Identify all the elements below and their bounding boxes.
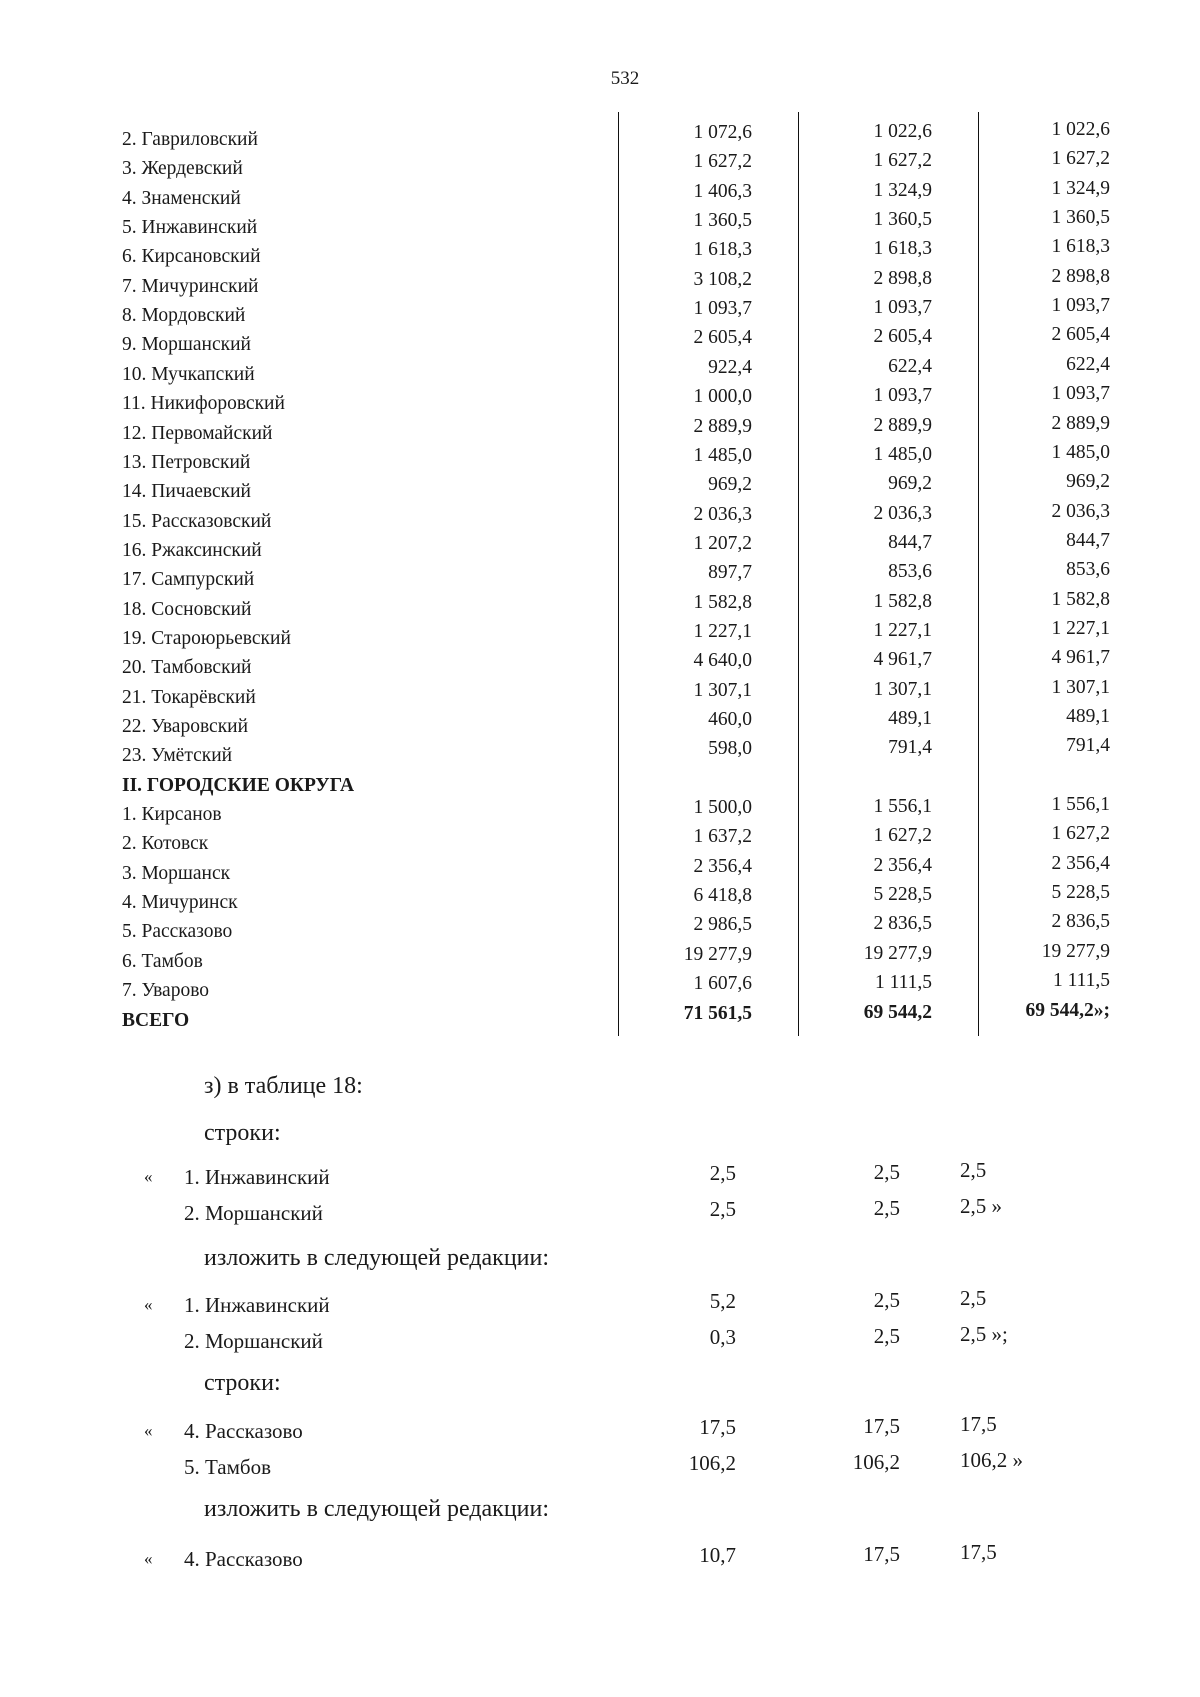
value-cell-1: 922,4 [708,356,752,378]
value-cell-1: 4 640,0 [693,650,752,672]
value-cell-3: 622,4 [1066,353,1110,375]
value-cell-1: 2 036,3 [693,503,752,525]
edit-label: изложить в следующей редакции: [204,1496,550,1522]
value-cell-3: 2,5 [960,1158,987,1182]
row-name: 5. Рассказово [122,921,233,943]
value-cell-2: 69 544,2 [863,1001,932,1023]
value-cell-2: 2,5 [873,1324,900,1348]
value-cell-2: 2 836,5 [873,913,932,935]
value-cell-1: 1 000,0 [693,386,752,408]
value-cell-2: 2,5 [873,1196,900,1220]
value-cell-3: 1 324,9 [1051,177,1110,199]
value-cell-1: 6 418,8 [693,885,752,907]
value-cell-2: 1 627,2 [873,150,932,172]
value-cell-3: 1 627,2 [1051,148,1110,170]
value-cell-3: 853,6 [1066,559,1110,581]
budget-table [0,112,1200,1042]
row-name: 1. Кирсанов [122,804,222,826]
row-name: 7. Мичуринский [122,275,259,297]
value-cell-1: 2,5 [709,1161,736,1185]
value-cell-3: 1 618,3 [1051,236,1110,258]
value-cell-3: 17,5 [960,1540,997,1564]
value-cell-3: 17,5 [960,1412,997,1436]
value-cell-3: 1 093,7 [1051,383,1110,405]
value-cell-1: 1 618,3 [693,239,752,261]
row-name: 2. Котовск [122,833,209,855]
value-cell-1: 19 277,9 [683,943,752,965]
row-name: 1. Инжавинский [184,1165,330,1189]
value-cell-1: 3 108,2 [693,268,752,290]
amendment-row [0,1450,1200,1484]
value-cell-1: 106,2 [688,1451,736,1475]
value-cell-2: 2 889,9 [873,414,932,436]
row-name: 23. Умётский [122,745,233,767]
table-row [0,735,1200,770]
value-cell-3: 1 627,2 [1051,823,1110,845]
value-cell-2: 5 228,5 [873,884,932,906]
value-cell-2: 622,4 [888,355,932,377]
value-cell-2: 1 582,8 [873,590,932,612]
value-cell-1: 1 485,0 [693,444,752,466]
value-cell-3: 106,2 » [960,1448,1023,1472]
value-cell-2: 489,1 [888,708,932,729]
value-cell-1: 1 582,8 [693,591,752,613]
value-cell-1: 1 637,2 [693,826,752,848]
row-name: 14. Пичаевский [122,481,251,503]
value-cell-2: 2,5 [873,1160,900,1184]
value-cell-1: 897,7 [708,562,752,584]
value-cell-2: 1 227,1 [873,619,932,641]
value-cell-2: 1 556,1 [873,796,932,818]
value-cell-2: 2 036,3 [873,502,932,524]
value-cell-2: 1 022,6 [873,121,932,142]
amendment-intro: з) в таблице 18: [204,1073,363,1099]
value-cell-3: 4 961,7 [1051,647,1110,669]
value-cell-3: 1 307,1 [1051,676,1110,698]
value-cell-1: 1 093,7 [693,298,752,320]
value-cell-2: 1 485,0 [873,443,932,465]
row-name: 1. Инжавинский [184,1293,330,1317]
value-cell-1: 969,2 [708,474,752,496]
quote-mark: « [144,1295,153,1314]
value-cell-1: 598,0 [708,738,752,760]
value-cell-3: 1 022,6 [1051,119,1110,140]
lines-label: строки: [204,1370,281,1396]
amendment-row [0,1324,1200,1358]
row-name: 5. Тамбов [184,1455,272,1479]
value-cell-1: 1 072,6 [693,122,752,143]
value-cell-3: 2,5 [960,1286,987,1310]
row-name: ВСЕГО [122,1009,190,1031]
row-name: 2. Моршанский [184,1201,323,1225]
value-cell-3: 5 228,5 [1051,882,1110,904]
value-cell-1: 2 605,4 [693,327,752,349]
quote-mark: « [144,1549,153,1568]
value-cell-1: 0,3 [709,1325,736,1349]
row-name: 6. Тамбов [122,950,203,972]
value-cell-2: 4 961,7 [873,649,932,671]
row-name: 2. Гавриловский [122,129,258,150]
value-cell-2: 1 324,9 [873,179,932,201]
value-cell-3: 1 582,8 [1051,588,1110,610]
value-cell-2: 1 093,7 [873,385,932,407]
value-cell-1: 17,5 [699,1415,736,1439]
value-cell-2: 1 111,5 [874,972,932,994]
row-name: 21. Токарёвский [122,686,256,708]
row-name: 13. Петровский [122,451,251,473]
value-cell-3: 844,7 [1066,529,1110,551]
row-name: 12. Первомайский [122,422,273,444]
value-cell-2: 106,2 [852,1450,900,1474]
row-name: 22. Уваровский [122,716,249,737]
value-cell-1: 1 307,1 [693,679,752,701]
value-cell-3: 1 485,0 [1051,441,1110,463]
row-name: 4. Рассказово [184,1547,303,1571]
value-cell-2: 2 356,4 [873,854,932,876]
value-cell-3: 1 360,5 [1051,207,1110,229]
value-cell-2: 17,5 [863,1542,900,1566]
value-cell-1: 1 627,2 [693,151,752,173]
row-name: 3. Моршанск [122,862,231,884]
value-cell-1: 5,2 [709,1289,736,1313]
lines-label: строки: [204,1120,281,1146]
value-cell-2: 1 360,5 [873,209,932,231]
row-name: 4. Мичуринск [122,892,238,914]
value-cell-2: 1 093,7 [873,297,932,319]
row-name: 8. Мордовский [122,305,246,327]
amendment-row [0,1542,1200,1576]
value-cell-2: 19 277,9 [863,942,932,964]
value-cell-3: 489,1 [1066,706,1110,727]
row-name: 11. Никифоровский [122,393,285,415]
value-cell-2: 1 627,2 [873,825,932,847]
value-cell-3: 1 111,5 [1052,970,1110,992]
row-name: 19. Староюрьевский [122,627,291,649]
value-cell-3: 69 544,2»; [1025,999,1110,1021]
row-name: 5. Инжавинский [122,217,258,239]
total-row [0,999,1200,1035]
value-cell-2: 1 618,3 [873,238,932,260]
value-cell-3: 1 093,7 [1051,295,1110,317]
value-cell-1: 71 561,5 [683,1002,752,1024]
value-cell-1: 1 360,5 [693,210,752,232]
row-name: 10. Мучкапский [122,363,255,385]
row-name: 20. Тамбовский [122,657,252,679]
amendment-row [0,1196,1200,1230]
value-cell-3: 1 556,1 [1051,794,1110,816]
value-cell-1: 1 207,2 [693,532,752,554]
quote-mark: « [144,1167,153,1186]
value-cell-3: 2 356,4 [1051,852,1110,874]
value-cell-3: 2,5 » [960,1194,1002,1218]
row-name: 2. Моршанский [184,1329,323,1353]
value-cell-1: 1 500,0 [693,797,752,819]
value-cell-2: 853,6 [888,561,932,583]
value-cell-3: 791,4 [1066,735,1110,757]
value-cell-3: 969,2 [1066,471,1110,493]
value-cell-3: 2 898,8 [1051,265,1110,287]
quote-mark: « [144,1421,153,1440]
row-name: II. ГОРОДСКИЕ ОКРУГА [122,774,355,796]
row-name: 18. Сосновский [122,598,252,620]
value-cell-1: 2 986,5 [693,914,752,936]
value-cell-3: 2 605,4 [1051,324,1110,346]
row-name: 9. Моршанский [122,334,251,356]
row-name: 15. Рассказовский [122,510,272,532]
row-name: 3. Жердевский [122,158,243,180]
value-cell-1: 10,7 [699,1543,736,1567]
value-cell-2: 2,5 [873,1288,900,1312]
row-name: 4. Знаменский [122,187,241,209]
value-cell-1: 2,5 [709,1197,736,1221]
value-cell-3: 2 836,5 [1051,911,1110,933]
value-cell-1: 460,0 [708,709,752,730]
edit-label: изложить в следующей редакции: [204,1245,550,1271]
value-cell-3: 2,5 »; [960,1322,1008,1346]
value-cell-1: 2 889,9 [693,415,752,437]
value-cell-2: 2 605,4 [873,326,932,348]
value-cell-3: 2 036,3 [1051,500,1110,522]
row-name: 6. Кирсановский [122,246,261,268]
row-name: 17. Сампурский [122,569,255,591]
value-cell-2: 2 898,8 [873,267,932,289]
value-cell-3: 2 889,9 [1051,412,1110,434]
row-name: 16. Ржаксинский [122,539,262,561]
row-name: 7. Уварово [122,980,210,1002]
value-cell-2: 791,4 [888,737,932,759]
value-cell-2: 17,5 [863,1414,900,1438]
value-cell-2: 1 307,1 [873,678,932,700]
value-cell-1: 1 227,1 [693,620,752,642]
value-cell-3: 19 277,9 [1041,940,1110,962]
page-number: 532 [610,68,640,89]
value-cell-1: 1 406,3 [693,180,752,202]
row-name: 4. Рассказово [184,1419,303,1443]
value-cell-1: 1 607,6 [693,973,752,995]
value-cell-2: 844,7 [888,531,932,553]
value-cell-2: 969,2 [888,473,932,495]
value-cell-3: 1 227,1 [1051,617,1110,639]
value-cell-1: 2 356,4 [693,855,752,877]
